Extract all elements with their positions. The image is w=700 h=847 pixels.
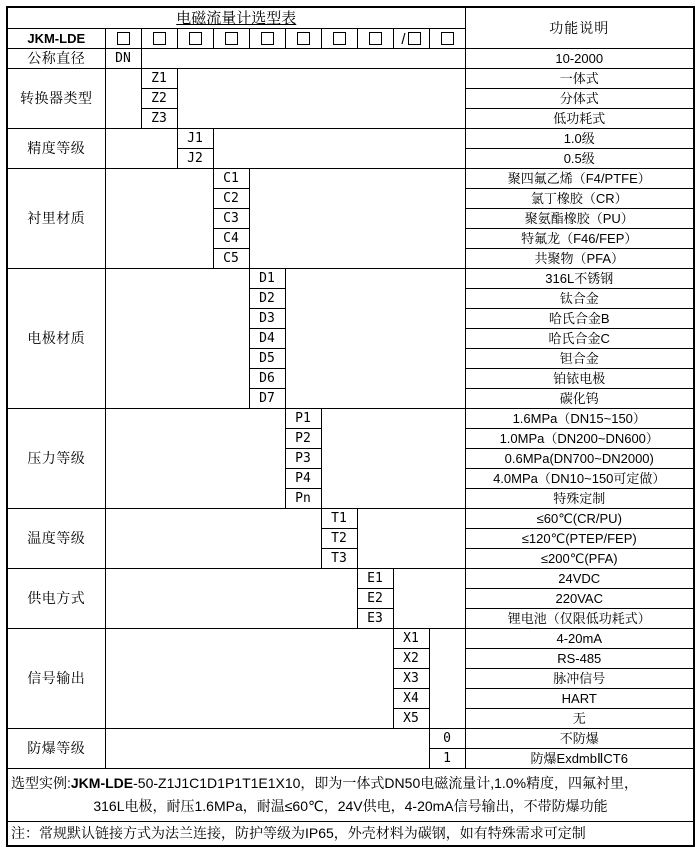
group-label-3: 精度等级	[7, 129, 105, 169]
spacer-right	[213, 129, 465, 169]
example-cell	[7, 769, 694, 822]
model-digit-cell-1	[105, 29, 141, 49]
example-model-code: JKM-LDE	[70, 775, 134, 791]
group-label-8: 供电方式	[7, 569, 105, 629]
desc-T3: ≤200℃(PFA)	[465, 549, 694, 569]
code-cell-Z2: Z2	[141, 89, 177, 109]
code-cell-D2: D2	[249, 289, 285, 309]
desc-X4: HART	[465, 689, 694, 709]
spacer-right	[249, 169, 465, 269]
model-digit-cell-8	[357, 29, 393, 49]
checkbox-icon	[117, 32, 130, 45]
group-label-5: 电极材质	[7, 269, 105, 409]
desc-C5: 共聚物（PFA）	[465, 249, 694, 269]
checkbox-icon	[333, 32, 346, 45]
desc-D6: 铂铱电极	[465, 369, 694, 389]
desc-E2: 220VAC	[465, 589, 694, 609]
option-row	[7, 509, 694, 529]
desc-C1: 聚四氟乙烯（F4/PTFE）	[465, 169, 694, 189]
option-row	[7, 269, 694, 289]
example-line-1-rest: -50-Z1J1C1D1P1T1E1X10，即为一体式DN50电磁流量计,1.0%精度，四氟衬里，	[133, 775, 639, 791]
table-title-text: 电磁流量计选型表	[176, 9, 297, 27]
code-cell-D4: D4	[249, 329, 285, 349]
model-digit-cell-3	[177, 29, 213, 49]
desc-0: 不防爆	[465, 729, 694, 749]
code-cell-C5: C5	[213, 249, 249, 269]
code-cell-P2: P2	[285, 429, 321, 449]
desc-C2: 氯丁橡胶（CR）	[465, 189, 694, 209]
example-line-1	[8, 772, 693, 795]
code-cell-P1: P1	[285, 409, 321, 429]
spacer-left	[105, 269, 249, 409]
desc-P2: 1.0MPa（DN200~DN600）	[465, 429, 694, 449]
code-cell-C4: C4	[213, 229, 249, 249]
desc-DN: 10-2000	[465, 49, 694, 69]
code-cell-E2: E2	[357, 589, 393, 609]
option-row	[7, 69, 694, 89]
checkbox-icon	[261, 32, 274, 45]
code-cell-X3: X3	[393, 669, 429, 689]
group-label-10: 防爆等级	[7, 729, 105, 769]
desc-D7: 碳化钨	[465, 389, 694, 409]
spacer-right	[141, 49, 465, 69]
desc-C4: 特氟龙（F46/FEP）	[465, 229, 694, 249]
code-cell-D3: D3	[249, 309, 285, 329]
spacer-right	[177, 69, 465, 129]
option-row	[7, 129, 694, 149]
code-cell-D6: D6	[249, 369, 285, 389]
spacer-left	[105, 129, 177, 169]
desc-J2: 0.5级	[465, 149, 694, 169]
code-cell-D5: D5	[249, 349, 285, 369]
option-row	[7, 629, 694, 649]
desc-Z3: 低功耗式	[465, 109, 694, 129]
model-digit-cell-5	[249, 29, 285, 49]
desc-X2: RS-485	[465, 649, 694, 669]
code-cell-E3: E3	[357, 609, 393, 629]
code-cell-P4: P4	[285, 469, 321, 489]
checkbox-icon	[441, 32, 454, 45]
spacer-right	[393, 569, 465, 629]
option-row	[7, 729, 694, 749]
group-label-9: 信号输出	[7, 629, 105, 729]
code-cell-Z1: Z1	[141, 69, 177, 89]
desc-P4: 4.0MPa（DN10~150可定做）	[465, 469, 694, 489]
code-cell-D1: D1	[249, 269, 285, 289]
example-prefix: 选型实例:	[11, 775, 71, 791]
selection-table	[6, 6, 695, 847]
code-cell-X1: X1	[393, 629, 429, 649]
desc-D1: 316L不锈钢	[465, 269, 694, 289]
desc-X3: 脉冲信号	[465, 669, 694, 689]
desc-D5: 钽合金	[465, 349, 694, 369]
code-cell-DN: DN	[105, 49, 141, 69]
desc-1: 防爆ExdmbⅡCT6	[465, 749, 694, 769]
group-label-7: 温度等级	[7, 509, 105, 569]
spacer-right	[357, 509, 465, 569]
spacer-right	[285, 269, 465, 409]
spacer-left	[105, 729, 429, 769]
code-cell-0: 0	[429, 729, 465, 749]
model-digit-cell-6	[285, 29, 321, 49]
desc-D4: 哈氏合金C	[465, 329, 694, 349]
group-label-4: 衬里材质	[7, 169, 105, 269]
desc-C3: 聚氨酯橡胶（PU）	[465, 209, 694, 229]
desc-P1: 1.6MPa（DN15~150）	[465, 409, 694, 429]
note-row	[7, 822, 694, 847]
code-cell-J2: J2	[177, 149, 213, 169]
code-cell-C3: C3	[213, 209, 249, 229]
desc-T2: ≤120℃(PTEP/FEP)	[465, 529, 694, 549]
model-digit-cell-9	[393, 29, 429, 49]
model-digit-cell-2	[141, 29, 177, 49]
code-cell-J1: J1	[177, 129, 213, 149]
selection-table-footer	[7, 769, 694, 847]
code-cell-X4: X4	[393, 689, 429, 709]
code-cell-T3: T3	[321, 549, 357, 569]
code-cell-1: 1	[429, 749, 465, 769]
model-prefix-label: JKM-LDE	[7, 29, 105, 49]
desc-D2: 钛合金	[465, 289, 694, 309]
code-cell-E1: E1	[357, 569, 393, 589]
option-row	[7, 49, 694, 69]
slash-separator: /	[401, 30, 406, 48]
desc-Pn: 特殊定制	[465, 489, 694, 509]
desc-E3: 锂电池（仅限低功耗式）	[465, 609, 694, 629]
selection-table-body	[7, 7, 694, 769]
group-label-6: 压力等级	[7, 409, 105, 509]
function-description-header: 功能说明	[465, 7, 694, 49]
table-title	[7, 7, 465, 29]
code-cell-X2: X2	[393, 649, 429, 669]
desc-Z2: 分体式	[465, 89, 694, 109]
spacer-right	[321, 409, 465, 509]
model-digit-cell-7	[321, 29, 357, 49]
code-cell-T2: T2	[321, 529, 357, 549]
desc-P3: 0.6MPa(DN700~DN2000)	[465, 449, 694, 469]
checkbox-icon	[369, 32, 382, 45]
desc-X5: 无	[465, 709, 694, 729]
code-cell-C1: C1	[213, 169, 249, 189]
checkbox-icon	[297, 32, 310, 45]
option-row	[7, 169, 694, 189]
checkbox-icon	[408, 32, 421, 45]
spacer-left	[105, 509, 321, 569]
checkbox-icon	[225, 32, 238, 45]
example-row	[7, 769, 694, 822]
spacer-left	[105, 569, 357, 629]
spacer-left	[105, 409, 285, 509]
example-line-2: 316L电极，耐压1.6MPa，耐温≤60℃，24V供电，4-20mA信号输出，不带防爆功能	[93, 798, 608, 814]
checkbox-icon	[189, 32, 202, 45]
code-cell-Z3: Z3	[141, 109, 177, 129]
code-cell-T1: T1	[321, 509, 357, 529]
code-cell-X5: X5	[393, 709, 429, 729]
spacer-left	[105, 169, 213, 269]
code-cell-C2: C2	[213, 189, 249, 209]
code-cell-D7: D7	[249, 389, 285, 409]
note-cell: 注：常规默认链接方式为法兰连接，防护等级为IP65，外壳材料为碳钢，如有特殊需求可定制	[7, 822, 694, 847]
model-digit-cell-10	[429, 29, 465, 49]
option-row	[7, 569, 694, 589]
desc-X1: 4-20mA	[465, 629, 694, 649]
group-label-2: 转换器类型	[7, 69, 105, 129]
model-digit-cell-4	[213, 29, 249, 49]
desc-E1: 24VDC	[465, 569, 694, 589]
group-label-1: 公称直径	[7, 49, 105, 69]
code-cell-P3: P3	[285, 449, 321, 469]
option-row	[7, 409, 694, 429]
spacer-left	[105, 69, 141, 129]
checkbox-icon	[153, 32, 166, 45]
desc-T1: ≤60℃(CR/PU)	[465, 509, 694, 529]
desc-J1: 1.0级	[465, 129, 694, 149]
spacer-left	[105, 629, 393, 729]
code-cell-Pn: Pn	[285, 489, 321, 509]
spacer-right	[429, 629, 465, 729]
desc-Z1: 一体式	[465, 69, 694, 89]
desc-D3: 哈氏合金B	[465, 309, 694, 329]
